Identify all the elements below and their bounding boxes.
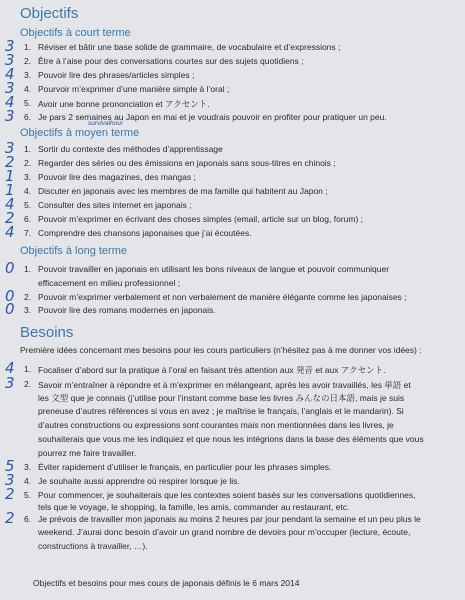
- list-item: [0, 37, 465, 55]
- handwritten-rating: 4: [5, 195, 15, 213]
- footer-note: Objectifs et besoins pour mes cours de japonais définis le 6 mars 2014: [33, 578, 300, 588]
- list-item: [0, 93, 465, 111]
- handwritten-rating: 3: [5, 37, 15, 55]
- item-text: Pour commencer, je souhaiterais que les contextes soient basés sur les conversations quotidiennes,: [38, 490, 416, 500]
- handwritten-rating: 2: [5, 509, 15, 527]
- list-item: [0, 167, 465, 185]
- item-text: Pouvoir travailler en japonais en utilisant les bons niveaux de langue et pouvoir communiquer: [38, 264, 390, 274]
- item-number: 1.: [24, 264, 32, 274]
- item-text-continued: tels que le voyage, le shopping, la famille, les amis, commander au restaurant, etc.: [38, 502, 350, 512]
- item-text-continued: pourrez me faire travailler.: [38, 448, 137, 458]
- handwritten-rating: 0: [5, 259, 15, 277]
- item-number: 6.: [24, 514, 32, 524]
- handwritten-rating: 3: [5, 374, 15, 392]
- handwritten-rating: 4: [5, 65, 15, 83]
- handwritten-rating: 1: [5, 181, 15, 199]
- list-item: [0, 51, 465, 69]
- item-text: Pouvoir lire des magazines, des mangas ;: [38, 172, 196, 182]
- list-item: [0, 259, 465, 277]
- item-text: Je pars 2 semaines au Japon en mai et je voudrais pouvoir en profiter pour pratiquer un peu.: [38, 112, 387, 122]
- list-item: [0, 509, 465, 527]
- handwritten-rating: 3: [5, 51, 15, 69]
- item-number: 1.: [24, 42, 32, 52]
- item-text: Pouvoir m’exprimer en écrivant des choses simples (email, article sur un blog, forum) ;: [38, 214, 364, 224]
- list-item: [0, 79, 465, 97]
- besoins-intro: Première idées concernant mes besoins pour les cours particuliers (n’hésitez pas à me donner vos idées) :: [20, 345, 422, 355]
- item-text-continued: constructions à travailler, …).: [38, 541, 148, 551]
- item-text: Je souhaite aussi apprendre où respirer lorsque je lis.: [38, 476, 240, 486]
- handwritten-rating: 5: [5, 457, 15, 475]
- item-text: Être à l’aise pour des conversations courtes sur des sujets quotidiens ;: [38, 56, 304, 66]
- item-text-continued: les 文型 que je connais (j’utilise pour l’instant comme base les livres みんなの日本語, mais je suis: [38, 393, 405, 403]
- handwritten-rating: 4: [5, 223, 15, 241]
- section-heading-moyen-terme: Objectifs à moyen terme: [20, 127, 140, 139]
- handwritten-rating: 4: [5, 93, 15, 111]
- item-text-continued: preneuse d’autres références si vous en avez ; je maîtrise le français, l’anglais et le mandarin). Si: [38, 406, 404, 416]
- item-number: 2.: [24, 56, 32, 66]
- item-text: Comprendre des chansons japonaises que j’ai écoutées.: [38, 228, 252, 238]
- item-number: 3.: [24, 305, 32, 315]
- list-item: [0, 485, 465, 503]
- list-item: [0, 153, 465, 171]
- item-number: 3.: [24, 172, 32, 182]
- list-item: [0, 300, 465, 318]
- item-number: 7.: [24, 228, 32, 238]
- item-number: 4.: [24, 476, 32, 486]
- handwritten-rating: 3: [5, 139, 15, 157]
- item-text-continued: souhaiterais que vous me les indiquiez et que nous les intégrions dans la base des éléments que vous: [38, 434, 424, 444]
- handwritten-rating: 0: [5, 300, 15, 318]
- handwritten-rating: 3: [5, 107, 15, 125]
- list-item: [0, 181, 465, 199]
- item-text: Savoir m’entraîner à répondre et à m’exprimer en mélangeant, après les avoir travaillés, les 単語 et: [38, 380, 411, 390]
- item-text: Réviser et bâtir une base solide de grammaire, de vocabulaire et d’expressions ;: [38, 42, 341, 52]
- section-heading-long-terme: Objectifs à long terme: [20, 245, 127, 257]
- list-item: [0, 457, 465, 475]
- item-text: Pouvoir lire des romans modernes en japonais.: [38, 305, 216, 315]
- item-number: 5.: [24, 200, 32, 210]
- item-number: 1.: [24, 144, 32, 154]
- item-number: 2.: [24, 292, 32, 302]
- item-text: Discuter en japonais avec les membres de ma famille qui habitent au Japon ;: [38, 186, 328, 196]
- item-number: 5.: [24, 98, 32, 108]
- section-heading-court-terme: Objectifs à court terme: [20, 27, 131, 39]
- page-title: Objectifs: [20, 5, 79, 22]
- item-number: 3.: [24, 462, 32, 472]
- item-number: 6.: [24, 214, 32, 224]
- item-text-continued: weekend. J’aurai donc besoin d’avoir un grand nombre de devoirs pour m’occuper (lecture, écoute,: [38, 527, 411, 537]
- handwritten-rating: 4: [5, 359, 15, 377]
- list-item: [0, 209, 465, 227]
- list-item: [0, 107, 465, 125]
- item-number: 6.: [24, 112, 32, 122]
- handwritten-rating: 2: [5, 485, 15, 503]
- item-number: 3.: [24, 70, 32, 80]
- item-text: Pouvoir lire des phrases/articles simples ;: [38, 70, 195, 80]
- item-text: Pouvoir m’exprimer verbalement et non verbalement de manière élégante comme les japonaises ;: [38, 292, 407, 302]
- handwritten-rating: 3: [5, 79, 15, 97]
- item-text: Sortir du contexte des méthodes d’apprentissage: [38, 144, 223, 154]
- item-text: Focaliser d’abord sur la pratique à l’oral en faisant très attention aux 発音 et aux アクセント.: [38, 365, 386, 375]
- item-text: Consulter des sites internet en japonais ;: [38, 200, 192, 210]
- handwritten-rating: 3: [5, 471, 15, 489]
- list-item: [0, 65, 465, 83]
- item-number: 1.: [24, 364, 32, 374]
- item-text: Regarder des séries ou des émissions en japonais sans sous-titres en chinois ;: [38, 158, 336, 168]
- item-text: Je prévois de travailler mon japonais au moins 2 heures par jour pendant la semaine et un peu plus le: [38, 514, 421, 524]
- list-item: [0, 139, 465, 157]
- list-item: [0, 471, 465, 489]
- item-text: Avoir une bonne prononciation et アクセント.: [38, 99, 210, 109]
- list-item: [0, 359, 465, 377]
- list-item: [0, 223, 465, 241]
- section-heading-besoins: Besoins: [20, 324, 74, 341]
- item-text-continued: efficacement en milieu professionnel ;: [38, 278, 181, 288]
- item-number: 2.: [24, 158, 32, 168]
- item-text-continued: d’autres constructions ou expressions sont courantes mais non mentionnées dans les livres, je: [38, 420, 394, 430]
- item-number: 4.: [24, 84, 32, 94]
- handwritten-rating: 2: [5, 153, 15, 171]
- list-item: [0, 287, 465, 305]
- item-number: 2.: [24, 379, 32, 389]
- list-item: [0, 195, 465, 213]
- handwritten-note: survivalhour: [88, 120, 124, 127]
- item-text: Pourvoir m’exprimer d’une manière simple à l’oral ;: [38, 84, 230, 94]
- handwritten-rating: 1: [5, 167, 15, 185]
- list-item: [0, 374, 465, 392]
- item-text: Éviter rapidement d’utiliser le français, en particulier pour les phrases simples.: [38, 462, 332, 472]
- item-number: 4.: [24, 186, 32, 196]
- handwritten-rating: 0: [5, 287, 15, 305]
- item-number: 5.: [24, 490, 32, 500]
- handwritten-rating: 2: [5, 209, 15, 227]
